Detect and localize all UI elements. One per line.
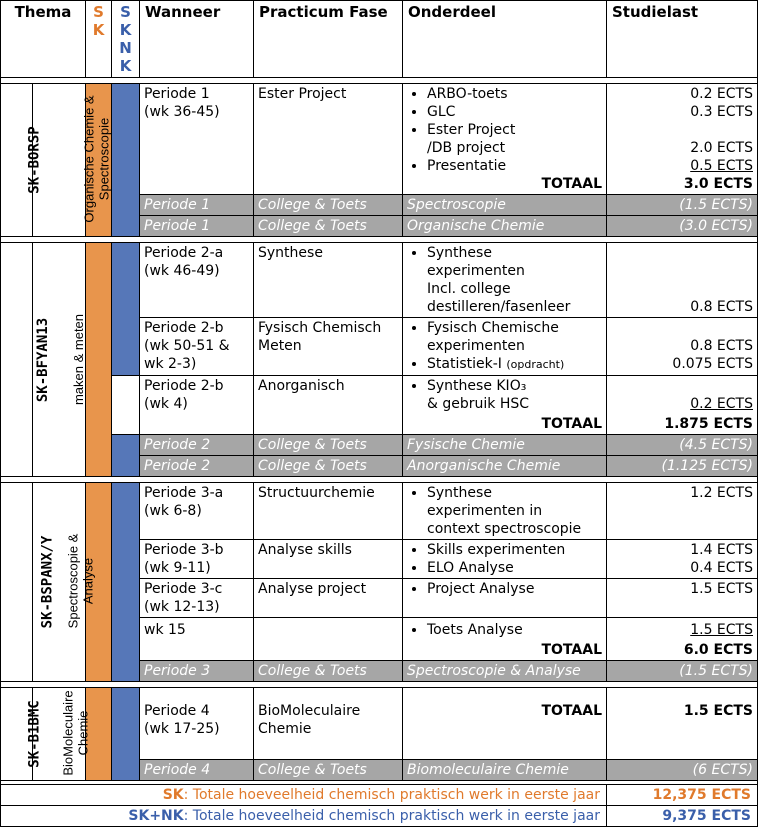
borsp-subject: Organische Chemie & Spectroscopie [33,84,86,237]
header-wanneer: Wanneer [140,1,254,78]
borsp-sknk-bar [112,84,140,237]
header-sknk: S K N K [112,1,140,78]
bspanx-r2-fase: Analyse skills [254,540,403,579]
bspanx-r1-fase: Structuurchemie [254,483,403,540]
footer-nk-label: SK+NK: Totale hoeveelheid chemisch praktisch werk in eerste jaar [1,806,607,827]
bfyan-row-3 [1,376,758,415]
gray-onderdeel: Organische Chemie [403,216,607,237]
b1bmc-sknk-bar [112,688,140,781]
gray-ects: (1.125 ECTS) [607,456,758,477]
bfyan-r3-fase: Anorganisch [254,376,403,435]
bfyan-r3-wanneer: Periode 2-b (wk 4) [140,376,254,435]
bspanx-r1-onderdeel: • Synthese experimenten in context spectroscopie [403,483,607,540]
footer-nk-value: 9,375 ECTS [607,806,758,827]
bfyan-totaal-label: TOTAAL [403,414,607,435]
borsp-main-row [1,84,758,195]
gray-periode: Periode 4 [140,760,254,781]
bspanx-totaal: 6.0 ECTS [607,640,758,661]
bspanx-code: SK-BSPANX/Y [1,483,33,682]
bspanx-r2-wanneer: Periode 3-b (wk 9-11) [140,540,254,579]
bfyan-r3-studielast: 0.2 ECTS [607,376,758,415]
gray-ects: (1.5 ECTS) [607,661,758,682]
b1bmc-totaal: 1.5 ECTS [607,688,758,760]
bspanx-r4-fase [254,618,403,661]
bfyan-r1-onderdeel: • Synthese experimenten Incl. college destilleren/fasenleer [403,243,607,318]
gray-onderdeel: Spectroscopie & Analyse [403,661,607,682]
bspanx-subject: Spectroscopie & Analyse [33,483,86,682]
gray-onderdeel: Fysische Chemie [403,435,607,456]
gray-ects: (1.5 ECTS) [607,195,758,216]
borsp-wanneer: Periode 1 (wk 36-45) [140,84,254,195]
bfyan-subject: maken & meten [33,243,86,477]
header-studielast: Studielast [607,1,758,78]
gray-fase: College & Toets [254,760,403,781]
bfyan-row-1 [1,243,758,318]
footer-sk-row [1,785,758,806]
bspanx-r4-studielast: 1.5 ECTS [607,618,758,641]
bfyan-code: SK-BFYAN13 [1,243,33,477]
bfyan-r1-fase: Synthese [254,243,403,318]
gray-ects: (4.5 ECTS) [607,435,758,456]
bfyan-r2-studielast: 0.8 ECTS 0.075 ECTS [607,318,758,376]
gray-periode: Periode 2 [140,435,254,456]
gray-fase: College & Toets [254,195,403,216]
bspanx-totaal-label: TOTAAL [403,640,607,661]
bfyan-sknk-bar-1 [112,243,140,376]
bfyan-r2-wanneer: Periode 2-b (wk 50-51 & wk 2-3) [140,318,254,376]
bspanx-r3-fase: Analyse project [254,579,403,618]
header-row [1,1,758,78]
gray-periode: Periode 3 [140,661,254,682]
bspanx-r1-wanneer: Periode 3-a (wk 6-8) [140,483,254,540]
bspanx-r3-studielast: 1.5 ECTS [607,579,758,618]
b1bmc-code: SK-B1BMC [1,688,33,781]
bspanx-sknk-bar [112,483,140,682]
gray-fase: College & Toets [254,456,403,477]
b1bmc-fase: BioMoleculaire Chemie [254,688,403,760]
bspanx-row-1 [1,483,758,540]
gray-fase: College & Toets [254,216,403,237]
gray-ects: (3.0 ECTS) [607,216,758,237]
bfyan-sk-bar [86,243,112,477]
gray-periode: Periode 1 [140,195,254,216]
gray-ects: (6 ECTS) [607,760,758,781]
bspanx-r4-onderdeel: • Toets Analyse [403,618,607,641]
bspanx-r1-studielast: 1.2 ECTS [607,483,758,540]
gray-periode: Periode 1 [140,216,254,237]
gray-fase: College & Toets [254,435,403,456]
bfyan-sknk-bar-2 [112,435,140,477]
gray-onderdeel: Spectroscopie [403,195,607,216]
gray-onderdeel: Biomoleculaire Chemie [403,760,607,781]
bfyan-r1-studielast: 0.8 ECTS [607,243,758,318]
bfyan-r3-onderdeel: • Synthese KIO₃ & gebruik HSC [403,376,607,415]
footer-sk-value: 12,375 ECTS [607,785,758,806]
bfyan-totaal: 1.875 ECTS [607,414,758,435]
header-onderdeel: Onderdeel [403,1,607,78]
b1bmc-wanneer: Periode 4 (wk 17-25) [140,688,254,760]
gray-periode: Periode 2 [140,456,254,477]
borsp-code: SK-BORSP [1,84,33,237]
bfyan-gray-row-1 [1,435,758,456]
b1bmc-totaal-label: TOTAAL [403,688,607,760]
bspanx-r4-wanneer: wk 15 [140,618,254,661]
borsp-fase: Ester Project [254,84,403,195]
header-thema: Thema [1,1,86,78]
bfyan-r2-fase: Fysisch Chemisch Meten [254,318,403,376]
footer-nk-row [1,806,758,827]
gray-onderdeel: Anorganische Chemie [403,456,607,477]
bspanx-r3-onderdeel: • Project Analyse [403,579,607,618]
b1bmc-subject: BioMoleculaire Chemie [33,688,86,781]
header-fase: Practicum Fase [254,1,403,78]
bfyan-sknk-gap [112,376,140,435]
footer-sk-label: SK: Totale hoeveelheid chemisch praktisch werk in eerste jaar [1,785,607,806]
gray-fase: College & Toets [254,661,403,682]
bfyan-r2-onderdeel: • Fysisch Chemische experimenten • Statistiek-I (opdracht) [403,318,607,376]
bspanx-r2-studielast: 1.4 ECTS 0.4 ECTS [607,540,758,579]
bfyan-r1-wanneer: Periode 2-a (wk 46-49) [140,243,254,318]
borsp-onderdeel: • ARBO-toets • GLC • Ester Project /DB project • Presentatie TOTAAL [403,84,607,195]
header-sk: S K [86,1,112,78]
bspanx-r2-onderdeel: • Skills experimenten • ELO Analyse [403,540,607,579]
bspanx-r3-wanneer: Periode 3-c (wk 12-13) [140,579,254,618]
borsp-studielast: 0.2 ECTS 0.3 ECTS 2.0 ECTS 0.5 ECTS 3.0 ECTS [607,84,758,195]
b1bmc-main-row [1,688,758,760]
